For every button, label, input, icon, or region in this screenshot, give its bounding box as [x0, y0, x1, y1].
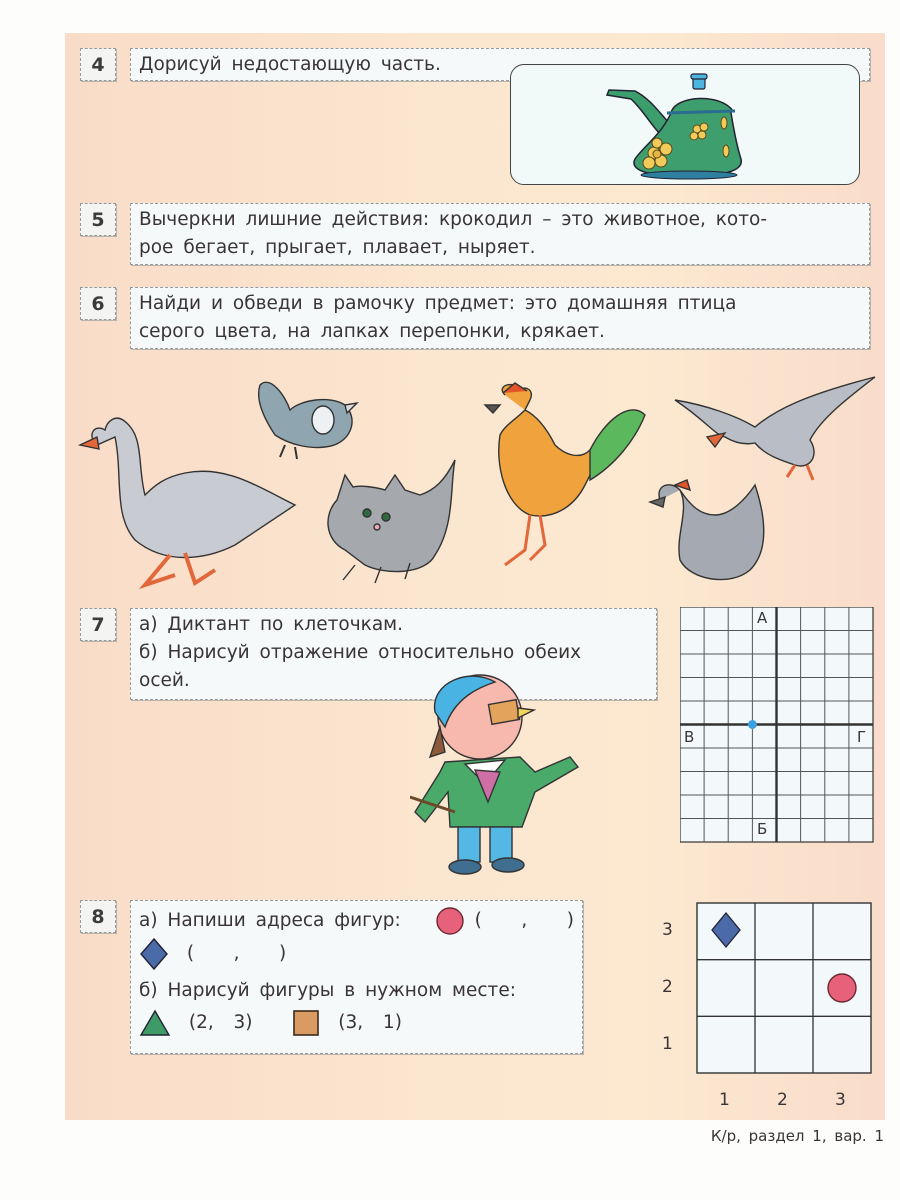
task-4-number: 4 [80, 48, 116, 81]
task-8-part-b-row [139, 975, 574, 1007]
col-label-3: 3 [835, 1090, 846, 1110]
artist-boy-illustration [410, 672, 580, 882]
task-8-number: 8 [80, 900, 116, 933]
goose-picture[interactable] [80, 418, 295, 585]
task-8-figure-grid[interactable] [696, 902, 872, 1074]
teapot-picture-frame [510, 64, 860, 185]
blue-diamond-icon [139, 937, 169, 971]
task-6-box [130, 287, 870, 349]
col-label-1: 1 [719, 1090, 730, 1110]
row-label-1: 1 [662, 1034, 673, 1054]
orange-square-icon [292, 1009, 320, 1037]
task-7-number: 7 [80, 608, 116, 641]
pink-circle-icon [435, 906, 465, 936]
sparrow-picture[interactable] [259, 382, 357, 459]
start-point [748, 720, 757, 729]
task-7-part-a: а) Диктант по клеточкам. [139, 614, 403, 635]
col-label-2: 2 [777, 1090, 788, 1110]
green-triangle-icon [139, 1009, 171, 1037]
flying-duck-picture[interactable] [675, 377, 875, 480]
axis-label-bottom: Б [757, 820, 768, 838]
task-7-part-b-line-2: осей. [139, 670, 190, 691]
hen-picture[interactable] [650, 480, 764, 580]
task-8-diamond-row [139, 937, 574, 971]
axis-label-right: Г [857, 728, 867, 746]
page-footer: К/р, раздел 1, вар. 1 [710, 1127, 884, 1145]
task-5-number: 5 [80, 203, 116, 236]
circle-address-blank[interactable]: ( , ) [474, 910, 574, 931]
diamond-address-blank[interactable]: ( , ) [186, 943, 287, 964]
cat-picture[interactable] [328, 460, 455, 583]
task-8-part-b-label: б) Нарисуй фигуры в нужном месте: [139, 980, 516, 1001]
task-6-text-line-1: Найди и обведи в рамочку предмет: это домашняя птица [139, 293, 737, 314]
task-4-text: Дорисуй недостающую часть. [139, 54, 441, 75]
axis-label-top: А [757, 609, 768, 627]
task-5-text-line-1: Вычеркни лишние действия: крокодил – это животное, кото- [139, 209, 768, 230]
triangle-address: (2, 3) [188, 1012, 253, 1033]
square-address: (3, 1) [338, 1012, 402, 1033]
row-label-2: 2 [662, 977, 673, 997]
task-6-number: 6 [80, 287, 116, 320]
task-7-coordinate-grid[interactable] [680, 607, 874, 843]
axis-label-left: В [684, 728, 695, 746]
task-7-part-b-line-1: б) Нарисуй отражение относительно обеих [139, 642, 582, 663]
task-8-part-a-label: а) Напиши адреса фигур: [139, 910, 401, 931]
task-8-box [130, 900, 583, 1054]
task-5-text-line-2: рое бегает, прыгает, плавает, ныряет. [139, 237, 536, 258]
grid-pink-circle [828, 974, 856, 1002]
rooster-picture[interactable] [485, 383, 645, 565]
task-8-part-a-row [139, 905, 574, 937]
teapot-icon [511, 65, 859, 184]
task-8-shapes-row [139, 1007, 574, 1039]
birds-and-animals-illustration [75, 365, 885, 600]
row-label-3: 3 [662, 920, 673, 940]
task-5-box [130, 203, 870, 265]
task-6-text-line-2: серого цвета, на лапках перепонки, крякает. [139, 321, 605, 342]
